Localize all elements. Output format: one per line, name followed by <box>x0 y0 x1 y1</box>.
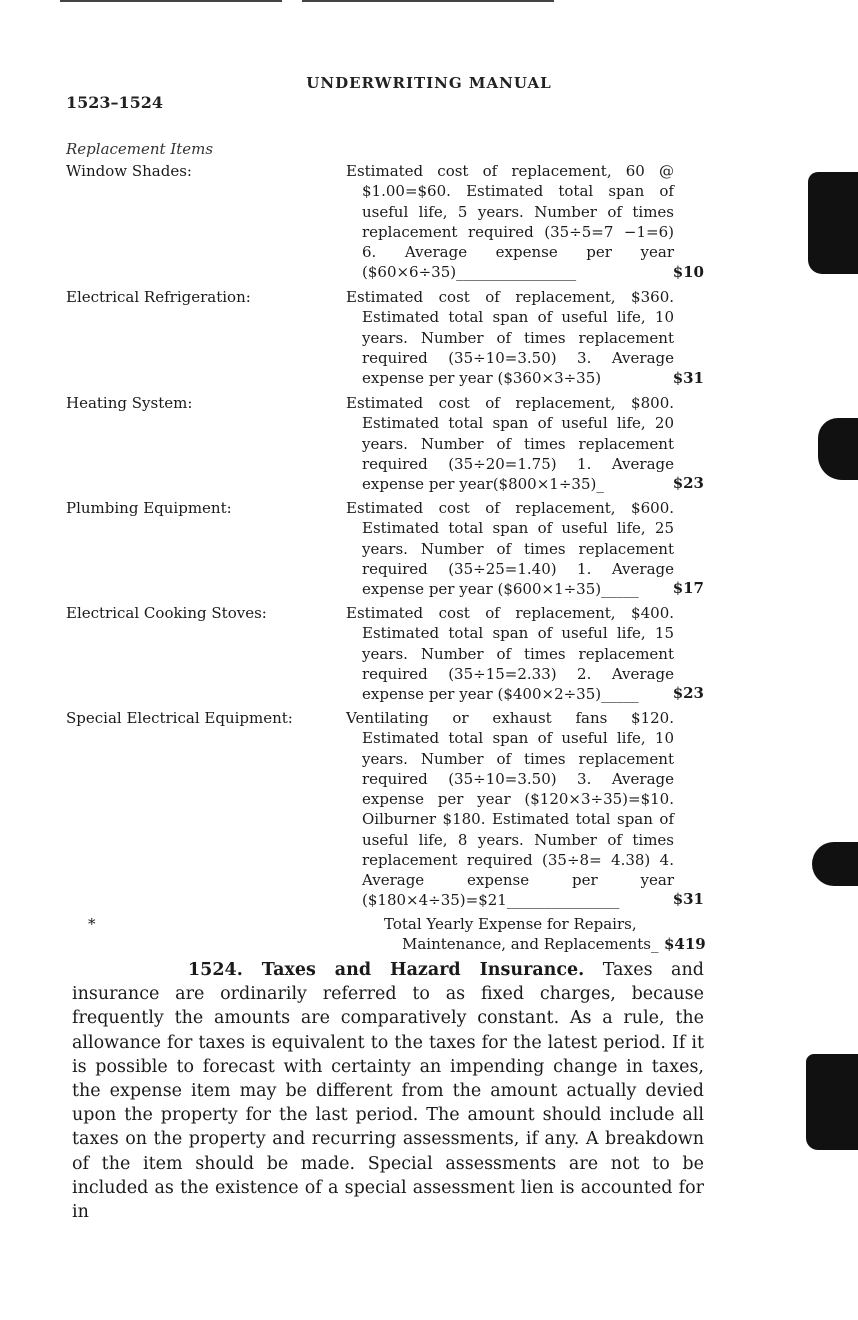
total-amount: $419 <box>664 935 706 953</box>
item-amount-electrical-cooking-stoves: $23 <box>672 684 704 702</box>
item-label-electrical-cooking-stoves: Electrical Cooking Stoves: <box>66 604 267 622</box>
section-1524-title: 1524. Taxes and Hazard Insurance. <box>188 960 585 980</box>
binder-mark-top <box>808 172 858 274</box>
item-amount-heating-system: $23 <box>672 474 704 492</box>
binder-hole-middle <box>818 418 858 480</box>
item-description-plumbing-equipment: Estimated cost of replacement, $600. Estimated total span of useful life, 25 years. Number of times replacement required (35÷25=1.40) 1. Average expense per year ($600×1÷35)_____ <box>346 499 674 598</box>
top-rule-left <box>60 0 282 2</box>
section-1524-paragraph <box>72 958 704 1224</box>
item-amount-special-electrical-equipment: $31 <box>672 890 704 908</box>
top-rule-right <box>302 0 554 2</box>
asterisk-marker: * <box>88 915 96 933</box>
total-label-line-1: Total Yearly Expense for Repairs, <box>384 915 637 933</box>
item-label-heating-system: Heating System: <box>66 394 193 412</box>
item-description-electrical-cooking-stoves: Estimated cost of replacement, $400. Estimated total span of useful life, 15 years. Number of times replacement required (35÷15=2.33) 2. Average expense per year ($400×2÷35)_____ <box>346 604 674 703</box>
item-label-plumbing-equipment: Plumbing Equipment: <box>66 499 232 517</box>
item-amount-plumbing-equipment: $17 <box>672 579 704 597</box>
item-description-electrical-refrigeration: Estimated cost of replacement, $360. Estimated total span of useful life, 10 years. Number of times replacement required (35÷10=3.50) 3. Average expense per year ($360×3÷35) <box>346 288 674 387</box>
binder-mark-bottom <box>806 1054 858 1150</box>
item-label-electrical-refrigeration: Electrical Refrigeration: <box>66 288 251 306</box>
item-description-special-electrical-equipment: Ventilating or exhaust fans $120. Estimated total span of useful life, 10 years. Number of times replacement required (35÷10=3.50) 3. Average expense per year ($120×3÷35)=$10. Oilburner $180. Estimated total span of useful life, 8 years. Number of times replacement required (35÷8= 4.38) 4. Average expense per year ($180×4÷35)=$21_______________ <box>346 709 674 910</box>
item-description-window-shades: Estimated cost of replacement, 60 @ $1.00=$60. Estimated total span of useful life, 5 years. Number of times replacement required (35÷5=7 −1=6) 6. Average expense per year ($60×6÷35)________________ <box>346 162 674 282</box>
binder-hole-lower <box>812 842 858 886</box>
item-amount-electrical-refrigeration: $31 <box>672 369 704 387</box>
item-label-window-shades: Window Shades: <box>66 162 192 180</box>
total-label-line-2: Maintenance, and Replacements_ <box>402 935 659 953</box>
item-description-heating-system: Estimated cost of replacement, $800. Estimated total span of useful life, 20 years. Number of times replacement required (35÷20=1.75) 1. Average expense per year($800×1÷35)_ <box>346 394 674 493</box>
item-label-special-electrical-equipment: Special Electrical Equipment: <box>66 709 293 727</box>
running-title: UNDERWRITING MANUAL <box>306 74 552 92</box>
page-range: 1523–1524 <box>66 93 164 112</box>
section-1524-text: Taxes and insurance are ordinarily referred to as fixed charges, because frequently the amounts are comparatively constant. As a rule, the allowance for taxes is equivalent to the taxes for the latest period. If it is possible to forecast with certainty an impending change in taxes, the expense item may be different from the amount actually devied upon the property for the last period. The amount should include all taxes on the property and recurring assessments, if any. A breakdown of the item should be made. Special assessments are not to be included as the existence of a special assessment lien is accounted for in <box>72 960 704 1223</box>
item-amount-window-shades: $10 <box>672 263 704 281</box>
section-heading: Replacement Items <box>66 140 214 158</box>
